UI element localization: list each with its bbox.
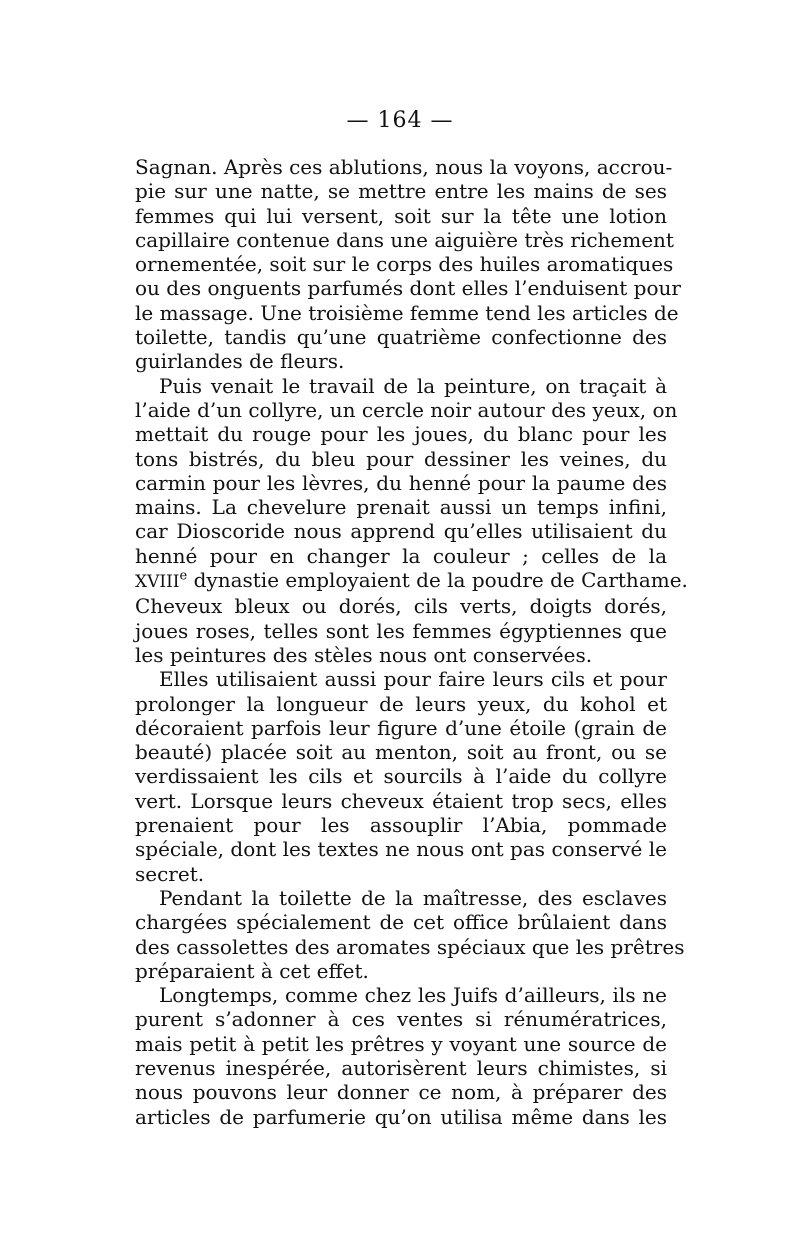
body-text xyxy=(135,155,688,1129)
text-line: car Dioscoride nous apprend qu’elles utilisaient du xyxy=(135,519,667,544)
text-line: Puis venait le travail de la peinture, on traçait à xyxy=(159,373,667,398)
text-line: guirlandes de fleurs. xyxy=(135,349,345,374)
page-number: — 164 — xyxy=(346,108,454,133)
text-line: purent s’adonner à ces ventes si rénumératrices, xyxy=(135,1007,667,1032)
text-line: articles de parfumerie qu’on utilisa même dans les xyxy=(135,1104,667,1129)
roman-numeral: XVIII xyxy=(135,572,180,593)
text-line: secret. xyxy=(135,861,205,886)
text-line: mettait du rouge pour les joues, du blanc pour les xyxy=(135,422,667,447)
paragraph-3 xyxy=(135,667,667,886)
text-line: ou des onguents parfumés dont elles l’enduisent pour xyxy=(135,276,681,301)
text-line: les peintures des stèles nous ont conservées. xyxy=(135,642,593,667)
text-line: henné pour en changer la couleur ; celles de la xyxy=(135,543,667,568)
text-line: pie sur une natte, se mettre entre les mains de ses xyxy=(135,179,667,204)
paragraph-4 xyxy=(135,885,685,983)
text-line: prenaient pour les assouplir l’Abia, pommade xyxy=(135,813,667,838)
text-line: mais petit à petit les prêtres y voyant une source de xyxy=(135,1031,667,1056)
text-line: beauté) placée soit au menton, soit au front, ou se xyxy=(135,740,667,765)
text-line: Cheveux bleux ou dorés, cils verts, doigts dorés, xyxy=(135,594,667,619)
text-line: prolonger la longueur de leurs yeux, du kohol et xyxy=(135,691,667,716)
paragraph-2 xyxy=(135,373,688,668)
text-line: carmin pour les lèvres, du henné pour la paume des xyxy=(135,470,667,495)
text-line: Pendant la toilette de la maîtresse, des esclaves xyxy=(159,885,667,910)
text-line: ornementée, soit sur le corps des huiles aromatiques xyxy=(135,252,674,277)
text-line: tons bistrés, du bleu pour dessiner les veines, du xyxy=(135,446,667,471)
text-line: vert. Lorsque leurs cheveux étaient trop secs, elles xyxy=(135,788,667,813)
text-line: le massage. Une troisième femme tend les articles de xyxy=(135,300,679,325)
paragraph-1 xyxy=(135,155,681,374)
text-line: mains. La chevelure prenait aussi un temps infini, xyxy=(135,495,667,520)
text-line: Longtemps, comme chez les Juifs d’ailleurs, ils ne xyxy=(159,983,667,1008)
text-line: Sagnan. Après ces ablutions, nous la voyons, accrou- xyxy=(135,155,673,179)
text-line: verdissaient les cils et sourcils à l’aide du collyre xyxy=(135,764,667,789)
text-line: décoraient parfois leur figure d’une étoile (grain de xyxy=(135,715,667,740)
paragraph-5 xyxy=(135,983,667,1129)
text-line: toilette, tandis qu’une quatrième confectionne des xyxy=(135,325,667,350)
text-line: nous pouvons leur donner ce nom, à préparer des xyxy=(135,1080,667,1105)
text-line: l’aide d’un collyre, un cercle noir autour des yeux, on xyxy=(135,397,678,422)
text-line: préparaient à cet effet. xyxy=(135,958,369,983)
text-line: chargées spécialement de cet office brûlaient dans xyxy=(135,910,667,935)
text-line: spéciale, dont les textes ne nous ont pas conservé le xyxy=(135,837,667,862)
text-line: Elles utilisaient aussi pour faire leurs cils et pour xyxy=(159,667,667,692)
text-line: des cassolettes des aromates spéciaux que les prêtres xyxy=(135,934,685,959)
text-line: femmes qui lui versent, soit sur la tête une lotion xyxy=(135,203,667,228)
dynasty-text: dynastie employaient de la poudre de Carthame. xyxy=(187,568,688,593)
superscript: e xyxy=(179,568,188,584)
dynasty-line xyxy=(135,568,688,594)
text-line: capillaire contenue dans une aiguière très richement xyxy=(135,227,674,252)
text-line: joues roses, telles sont les femmes égyptiennes que xyxy=(135,618,667,643)
text-line: revenus inespérée, autorisèrent leurs chimistes, si xyxy=(135,1055,667,1080)
